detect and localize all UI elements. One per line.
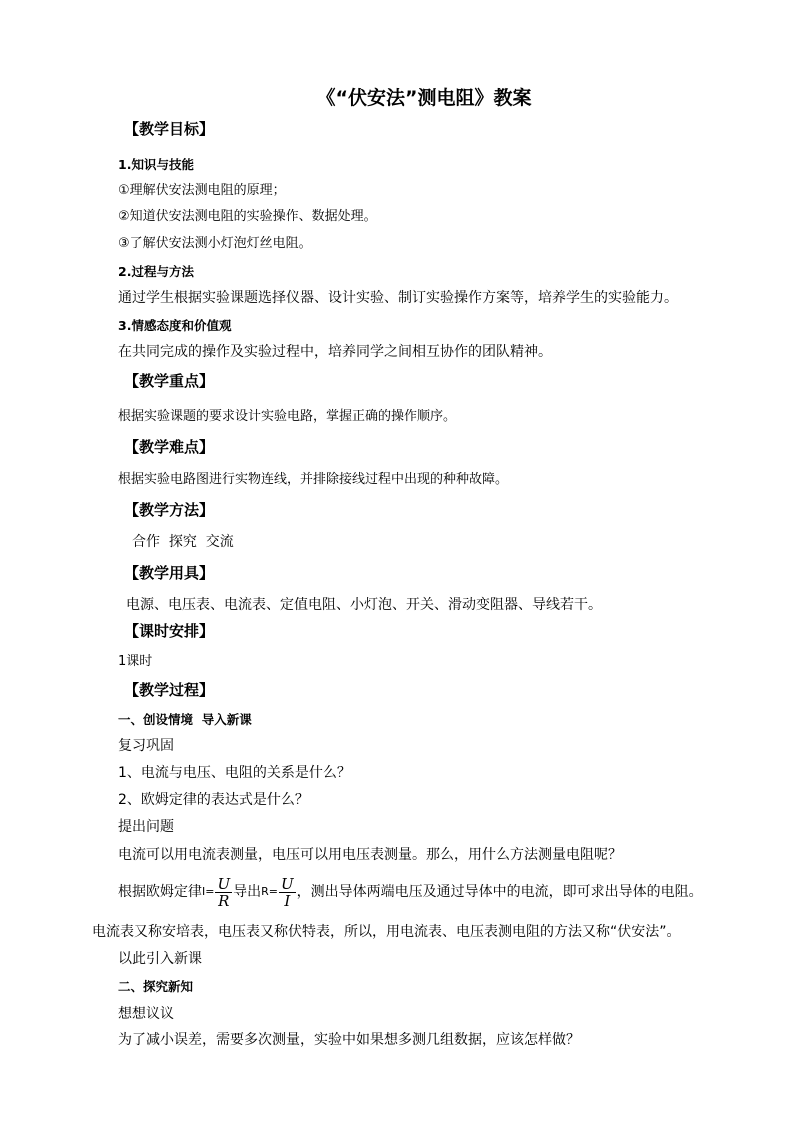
fraction-u-over-r-numerator: U <box>217 874 231 893</box>
discuss-label: 想想议议 <box>118 1006 174 1022</box>
part1-title: 一、创设情境 导入新课 <box>118 712 252 727</box>
ammeter-voltmeter-text: 电流表又称安培表，电压表又称伏特表，所以，用电流表、电压表测电阻的方法又称“伏安法”。 <box>92 924 681 940</box>
heading-difficulties: 【教学难点】 <box>124 438 215 456</box>
process-method-text: 通过学生根据实验课题选择仪器、设计实验、制订实验操作方案等，培养学生的实验能力。 <box>118 290 678 306</box>
goal-item-1: ①理解伏安法测电阻的原理； <box>118 183 286 198</box>
subheading-knowledge-skills: 1.知识与技能 <box>118 157 194 172</box>
formula-prefix: 根据欧姆定律 <box>118 884 202 900</box>
formula-r: R= <box>261 885 278 898</box>
formula-line <box>118 870 703 914</box>
attitude-values-text: 在共同完成的操作及实验过程中，培养同学之间相互协作的团队精神。 <box>118 344 552 360</box>
formula-derive: 导出 <box>233 884 262 900</box>
page-title: 《“伏安法”测电阻》教案 <box>316 87 532 109</box>
heading-methods: 【教学方法】 <box>124 501 215 519</box>
question-2: 2、欧姆定律的表达式是什么？ <box>118 792 309 808</box>
heading-teaching-process: 【教学过程】 <box>124 681 215 699</box>
subheading-process-method: 2.过程与方法 <box>118 264 194 279</box>
methods-text: 合作 探究 交流 <box>132 534 234 550</box>
fraction-u-over-r-denominator: R <box>218 891 230 910</box>
question-1: 1、电流与电压、电阻的关系是什么？ <box>118 765 351 781</box>
key-points-text: 根据实验课题的要求设计实验电路，掌握正确的操作顺序。 <box>118 409 457 424</box>
raise-question-label: 提出问题 <box>118 819 174 835</box>
discuss-text: 为了减小误差，需要多次测量，实验中如果想多测几组数据，应该怎样做？ <box>118 1032 580 1048</box>
heading-key-points: 【教学重点】 <box>124 372 215 390</box>
tools-text: 电源、电压表、电流表、定值电阻、小灯泡、开关、滑动变阻器、导线若干。 <box>126 597 602 613</box>
fraction-u-over-i-denominator: I <box>284 891 291 910</box>
fraction-u-over-i <box>279 876 296 909</box>
formula-i: I= <box>202 885 215 898</box>
raise-question-text: 电流可以用电流表测量，电压可以用电压表测量。那么，用什么方法测量电阻呢？ <box>118 847 622 863</box>
goal-item-3: ③了解伏安法测小灯泡灯丝电阻。 <box>118 236 312 251</box>
schedule-text: 1课时 <box>118 654 153 669</box>
heading-teaching-goals: 【教学目标】 <box>124 120 215 138</box>
difficulties-text: 根据实验电路图进行实物连线，并排除接线过程中出现的种种故障。 <box>118 472 509 487</box>
intro-new-lesson: 以此引入新课 <box>118 951 202 967</box>
heading-schedule: 【课时安排】 <box>124 622 215 640</box>
part2-title: 二、探究新知 <box>118 979 194 994</box>
heading-tools: 【教学用具】 <box>124 564 215 582</box>
fraction-u-over-r <box>215 876 232 909</box>
formula-suffix: ，测出导体两端电压及通过导体中的电流，即可求出导体的电阻。 <box>296 884 703 900</box>
goal-item-2: ②知道伏安法测电阻的实验操作、数据处理。 <box>118 209 377 224</box>
subheading-attitude-values: 3.情感态度和价值观 <box>118 318 232 333</box>
review-label: 复习巩固 <box>118 738 174 754</box>
fraction-u-over-i-numerator: U <box>281 874 294 893</box>
